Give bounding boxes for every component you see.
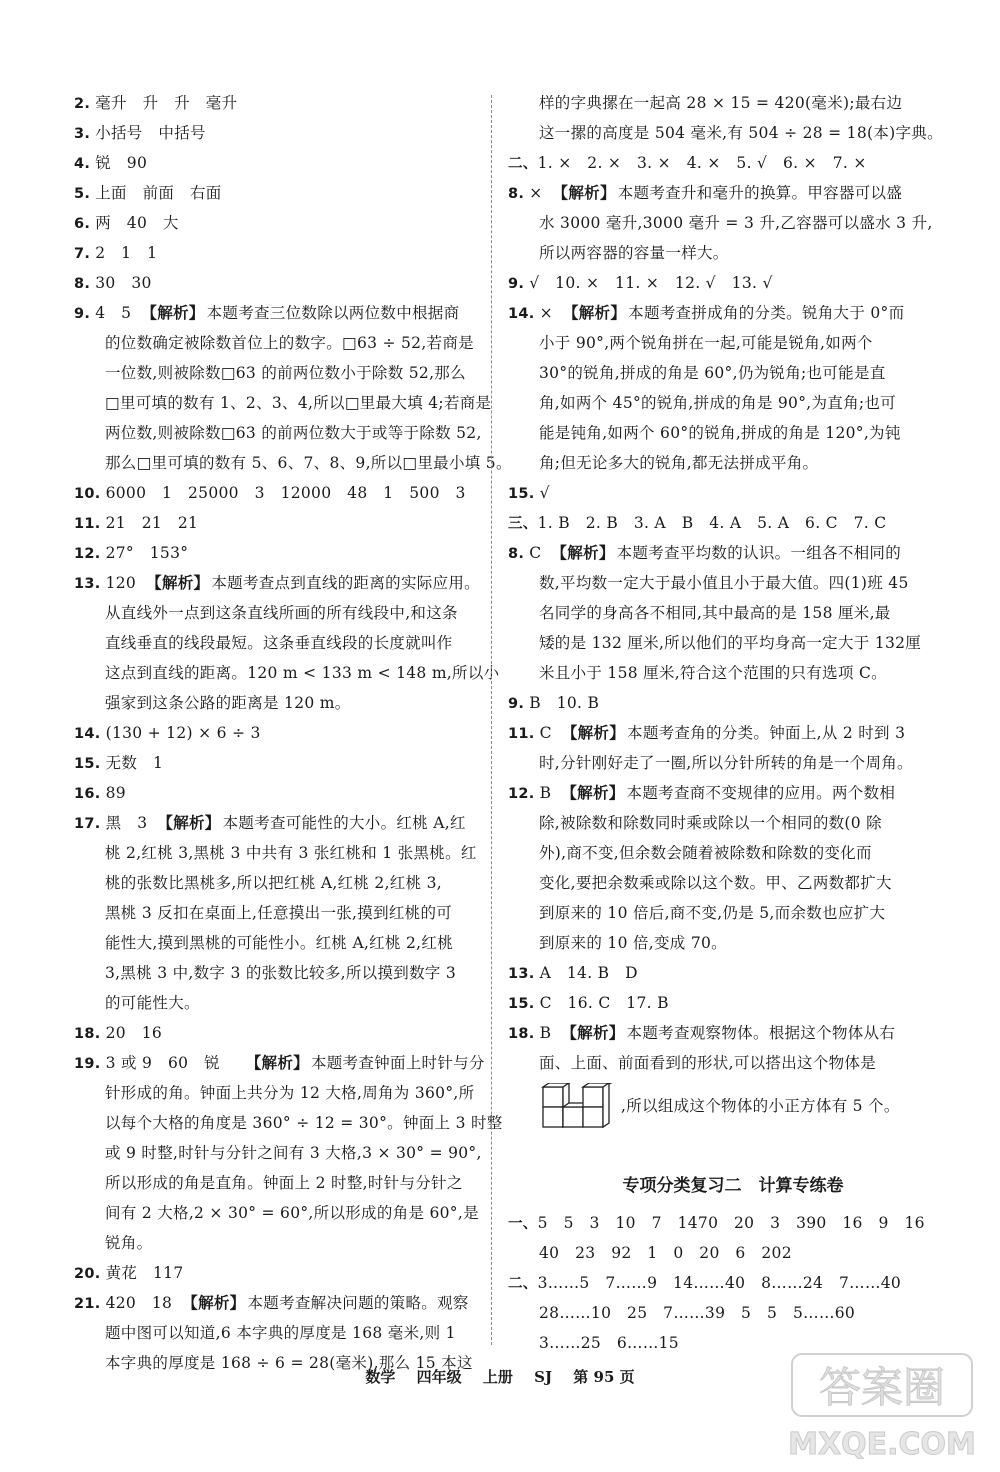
answer-line (74, 568, 488, 598)
answer-text: 角,如两个 45°的锐角,拼成的角是 90°,为直角;也可 (539, 394, 897, 412)
answer-line (74, 808, 488, 838)
question-number: 3. (74, 126, 91, 142)
answer-text: 名同学的身高各不相同,其中最高的是 158 厘米,最 (539, 604, 891, 622)
answer-line (508, 568, 938, 598)
footer-page: 第 95 页 (573, 1368, 635, 1386)
cube-figure-line (508, 1078, 938, 1134)
question-number: 15. (74, 756, 101, 772)
answer-line (508, 388, 938, 418)
answer-line (508, 868, 938, 898)
answer-text: 6000 1 25000 3 12000 48 1 500 3 (105, 484, 466, 502)
analysis-tag: 【解析】 (569, 783, 625, 802)
answer-line (508, 988, 938, 1018)
answer-text: 这点到直线的距离。120 m < 133 m < 148 m,所以小 (105, 664, 500, 682)
answer-text: 40 23 92 1 0 20 6 202 (539, 1244, 792, 1262)
answer-text: 样的字典摞在一起高 28 × 15 = 420(毫米);最右边 (539, 94, 903, 112)
answer-text: 时,分针刚好走了一圈,所以分针所转的角是一个周角。 (539, 754, 913, 772)
question-number: 16. (74, 786, 101, 802)
answer-line (74, 298, 488, 328)
answer-line (508, 808, 938, 838)
answer-line (508, 88, 938, 118)
answer-text: 1. × 2. × 3. × 4. × 5. √ 6. × 7. × (537, 154, 867, 172)
answer-line (508, 1298, 938, 1328)
answer-line (508, 628, 938, 658)
answer-text: 89 (105, 784, 126, 802)
answer-line (74, 238, 488, 268)
question-number: 10. (74, 486, 101, 502)
answer-text: 毫升 升 升 毫升 (95, 94, 238, 112)
answer-line (508, 268, 938, 298)
section-number: 一、 (508, 1216, 538, 1232)
answer-text: □里可填的数有 1、2、3、4,所以□里最大填 4;若商是 (105, 394, 492, 412)
answer-text: (130 + 12) × 6 ÷ 3 (105, 724, 261, 742)
answer-line (508, 658, 938, 688)
answer-line (508, 418, 938, 448)
answer-text: 锐角。 (105, 1234, 153, 1252)
answer-line (74, 1138, 488, 1168)
answer-text: 水 3000 毫升,3000 毫升 = 3 升,乙容器可以盛水 3 升, (539, 214, 933, 232)
answer-text: 那么□里可填的数有 5、6、7、8、9,所以□里最小填 5。 (105, 454, 512, 472)
answer-text: 21 21 21 (105, 514, 199, 532)
answer-line (74, 1108, 503, 1138)
answer-line (508, 688, 938, 718)
analysis-text: 本题考查商不变规律的应用。两个数相 (626, 784, 896, 802)
answer-line (74, 1258, 488, 1288)
question-number: 13. (74, 576, 101, 592)
answer-line (74, 658, 500, 688)
question-number: 11. (508, 726, 535, 742)
answer-text: 无数 1 (105, 754, 164, 772)
answer-line (508, 1208, 938, 1238)
question-number: 5. (74, 186, 91, 202)
answer-line (74, 328, 488, 358)
answer-line (74, 1078, 488, 1108)
analysis-text: 本题考查平均数的认识。一组各不相同的 (616, 544, 902, 562)
answer-line (508, 508, 938, 538)
answer-text: 5 5 3 10 7 1470 20 3 390 16 9 16 (537, 1214, 925, 1232)
answer-line (508, 598, 938, 628)
analysis-tag: 【解析】 (149, 303, 205, 322)
analysis-text: 本题考查钟面上时针与分 (310, 1054, 485, 1072)
answer-text: 能是钝角,如两个 60°的锐角,拼成的角是 120°,为钝 (539, 424, 901, 442)
question-number: 12. (508, 786, 535, 802)
answer-text: C (529, 544, 558, 562)
question-number: 21. (74, 1296, 101, 1312)
answer-text: 一位数,则被除数□63 的前两位数小于除数 52,那么 (105, 364, 466, 382)
answer-line (74, 628, 488, 658)
question-number: 7. (74, 246, 91, 262)
question-number: 8. (508, 546, 525, 562)
analysis-tag: 【解析】 (569, 723, 626, 742)
section-number: 二、 (508, 156, 538, 172)
answer-line (74, 538, 488, 568)
analysis-text: 本题考查解决问题的策略。观察 (247, 1294, 469, 1312)
calc-answer-lines (508, 1208, 938, 1358)
answer-text: 外),商不变,但余数会随着被除数和除数的变化而 (539, 844, 872, 862)
answer-text: 能性大,摸到黑桃的可能性小。红桃 A,红桃 2,红桃 (105, 934, 453, 952)
analysis-tag: 【解析】 (559, 543, 615, 562)
analysis-text: 本题考查可能性的大小。红桃 A,红 (222, 814, 466, 832)
answer-line (74, 928, 488, 958)
answer-line (74, 1168, 488, 1198)
analysis-text: 本题考查角的分类。钟面上,从 2 时到 3 (627, 724, 906, 742)
answer-text: 黄花 117 (105, 1264, 184, 1282)
answer-text: × (529, 184, 559, 202)
answer-line (508, 448, 938, 478)
answer-text: 强家到这条公路的距离是 120 m。 (105, 694, 351, 712)
footer-volume: 上册 (482, 1368, 513, 1386)
answer-text: 针形成的角。钟面上共分为 12 大格,周角为 360°,所 (105, 1084, 475, 1102)
answer-text: C (539, 724, 568, 742)
answer-line (508, 1238, 938, 1268)
answer-text: C 16. C 17. B (539, 994, 669, 1012)
watermark-url: MXQE.COM (788, 1427, 976, 1462)
answer-text: 黑 3 (105, 814, 164, 832)
answer-text: 28……10 25 7……39 5 5 5……60 (539, 1304, 856, 1322)
question-number: 12. (74, 546, 101, 562)
answer-text: 1. B 2. B 3. A B 4. A 5. A 6. C 7. C (537, 514, 887, 532)
answer-line (74, 838, 488, 868)
analysis-text: 本题考查升和毫升的换算。甲容器可以盛 (617, 184, 903, 202)
question-number: 15. (508, 996, 535, 1012)
answer-text: 20 16 (105, 1024, 163, 1042)
cube-figure (539, 1083, 617, 1129)
answer-text: 30°的锐角,拼成的角是 60°,仍为锐角;也可能是直 (539, 364, 886, 382)
question-number: 15. (508, 486, 535, 502)
question-number: 17. (74, 816, 101, 832)
analysis-text: 本题考查点到直线的距离的实际应用。 (211, 574, 480, 592)
analysis-tag: 【解析】 (165, 813, 221, 832)
answer-line (74, 388, 492, 418)
question-number: 9. (74, 306, 91, 322)
answer-line (508, 898, 938, 928)
answer-text: 黑桃 3 反扣在桌面上,任意摸出一张,摸到红桃的可 (105, 904, 453, 922)
answer-text: 3……5 7……9 14……40 8……24 7……40 (537, 1274, 902, 1292)
answer-line (74, 988, 488, 1018)
answer-line (74, 1018, 488, 1048)
answer-line (508, 778, 938, 808)
answer-line (508, 298, 938, 328)
answer-line (508, 178, 938, 208)
answer-line (74, 478, 488, 508)
answer-text: 4 5 (95, 304, 148, 322)
analysis-tag: 【解析】 (190, 1293, 246, 1312)
answer-line (74, 1288, 488, 1318)
answer-line (74, 178, 488, 208)
answer-text: 数,平均数一定大于最小值且小于最大值。四(1)班 45 (539, 574, 909, 592)
question-number: 19. (74, 1056, 101, 1072)
answer-text: 间有 2 大格,2 × 30° = 60°,所以形成的角是 60°,是 (105, 1204, 479, 1222)
answer-line (508, 118, 943, 148)
answer-text: 所以两容器的容量一样大。 (539, 244, 729, 262)
answer-text: 3,黑桃 3 中,数字 3 的张数比较多,所以摸到数字 3 (105, 964, 457, 982)
answer-line (508, 208, 938, 238)
answer-line (508, 538, 938, 568)
answer-text: 3 或 9 60 锐 (105, 1054, 252, 1072)
answer-line (508, 478, 938, 508)
answer-text: 到原来的 10 倍,变成 70。 (539, 934, 727, 952)
answer-text: A 14. B D (539, 964, 638, 982)
answer-line (508, 1048, 938, 1078)
answer-text: B 10. B (529, 694, 600, 712)
answer-text: 或 9 时整,时针与分针之间有 3 大格,3 × 30° = 90°, (105, 1144, 482, 1162)
answer-text: 2 1 1 (95, 244, 158, 262)
answer-text: B (539, 784, 568, 802)
answer-line (74, 1318, 488, 1348)
watermark-title: 答案圈 (818, 1363, 946, 1412)
answer-line (74, 148, 488, 178)
answer-text: 两 40 大 (95, 214, 179, 232)
answer-line (508, 148, 938, 178)
answer-line (74, 868, 488, 898)
answer-line (508, 958, 938, 988)
answer-line (508, 358, 938, 388)
question-number: 11. (74, 516, 101, 532)
analysis-tag: 【解析】 (253, 1053, 309, 1072)
answer-line (508, 238, 938, 268)
question-number: 9. (508, 696, 525, 712)
footer-grade: 四年级 (416, 1368, 462, 1386)
answer-line (74, 748, 488, 778)
answer-text: 3……25 6……15 (539, 1334, 679, 1352)
right-column (508, 88, 943, 1358)
answer-line (74, 898, 488, 928)
answer-text: 的可能性大。 (105, 994, 200, 1012)
answer-line (74, 118, 488, 148)
answer-line (508, 1018, 938, 1048)
right-answer-lines (508, 88, 943, 1078)
answer-text: 米且小于 158 厘米,符合这个范围的只有选项 C。 (539, 664, 887, 682)
watermark-logo (782, 1346, 982, 1466)
analysis-tag: 【解析】 (560, 183, 616, 202)
footer-subject: 数学 (365, 1368, 396, 1386)
answer-text: 本字典的厚度是 168 ÷ 6 = 28(毫米),那么 15 本这 (105, 1354, 473, 1372)
answer-text: 除,被除数和除数同时乘或除以一个相同的数(0 除 (539, 814, 882, 832)
question-number: 14. (508, 306, 535, 322)
question-number: 20. (74, 1266, 101, 1282)
question-number: 13. (508, 966, 535, 982)
answer-text: 小于 90°,两个锐角拼在一起,可能是锐角,如两个 (539, 334, 873, 352)
answer-text: B (539, 1024, 568, 1042)
question-number: 18. (508, 1026, 535, 1042)
answer-text: × (539, 304, 569, 322)
answer-text: 27° 153° (105, 544, 189, 562)
section-heading: 专项分类复习二 计算专练卷 (622, 1176, 844, 1196)
answer-line (74, 268, 488, 298)
answer-text: 到原来的 10 倍后,商不变,仍是 5,而余数也应扩大 (539, 904, 886, 922)
answer-text: 这一摞的高度是 504 毫米,有 504 ÷ 28 = 18(本)字典。 (539, 124, 943, 142)
column-divider (491, 95, 492, 1345)
answer-line (74, 1048, 488, 1078)
answer-line (74, 418, 488, 448)
answer-line (508, 748, 938, 778)
question-number: 2. (74, 96, 91, 112)
analysis-tag: 【解析】 (153, 573, 210, 592)
question-number: 6. (74, 216, 91, 232)
answer-text: 以每个大格的角度是 360° ÷ 12 = 30°。钟面上 3 时整 (105, 1114, 503, 1132)
answer-line (74, 208, 488, 238)
answer-text: 120 (105, 574, 152, 592)
answer-text: 直线垂直的线段最短。这条垂直线段的长度就叫作 (105, 634, 453, 652)
answer-text: 题中图可以知道,6 本字典的厚度是 168 毫米,则 1 (105, 1324, 456, 1342)
answer-line (74, 958, 488, 988)
answer-line (74, 1228, 488, 1258)
cube-caption: ,所以组成这个物体的小正方体有 5 个。 (621, 1097, 900, 1115)
answer-text: 锐 90 (95, 154, 148, 172)
answer-line (74, 1198, 488, 1228)
analysis-tag: 【解析】 (569, 1023, 625, 1042)
answer-text: 的位数确定被除数首位上的数字。□63 ÷ 52,若商是 (105, 334, 474, 352)
analysis-tag: 【解析】 (570, 303, 627, 322)
analysis-text: 本题考查三位数除以两位数中根据商 (206, 304, 460, 322)
answer-text: 所以形成的角是直角。钟面上 2 时整,时针与分针之 (105, 1174, 463, 1192)
answer-line (508, 718, 938, 748)
question-number: 8. (74, 276, 91, 292)
answer-line (74, 598, 488, 628)
answer-text: √ (539, 484, 550, 502)
answer-text: 30 30 (95, 274, 152, 292)
section-number: 三、 (508, 516, 538, 532)
answer-line (74, 688, 488, 718)
answer-text: 从直线外一点到这条直线所画的所有线段中,和这条 (105, 604, 458, 622)
answer-line (74, 718, 488, 748)
question-number: 18. (74, 1026, 101, 1042)
answer-line (74, 778, 488, 808)
answer-line (508, 328, 938, 358)
section-number: 二、 (508, 1276, 538, 1292)
answer-line (74, 448, 512, 478)
analysis-text: 本题考查拼成角的分类。锐角大于 0°而 (628, 304, 905, 322)
answer-line (508, 1268, 938, 1298)
answer-line (508, 928, 938, 958)
answer-text: 矮的是 132 厘米,所以他们的平均身高一定大于 132厘 (539, 634, 922, 652)
question-number: 8. (508, 186, 525, 202)
answer-line (74, 358, 488, 388)
answer-line (74, 508, 488, 538)
answer-text: 420 18 (105, 1294, 189, 1312)
question-number: 14. (74, 726, 101, 742)
question-number: 4. (74, 156, 91, 172)
answer-text: 面、上面、前面看到的形状,可以搭出这个物体是 (539, 1054, 877, 1072)
answer-text: 小括号 中括号 (95, 124, 206, 142)
answer-line (74, 88, 488, 118)
answer-text: 桃的张数比黑桃多,所以把红桃 A,红桃 2,红桃 3, (105, 874, 443, 892)
question-number: 9. (508, 276, 525, 292)
answer-line (508, 838, 938, 868)
answer-text: 两位数,则被除数□63 的前两位数大于或等于除数 52, (105, 424, 482, 442)
answer-text: √ 10. × 11. × 12. √ 13. √ (529, 274, 773, 292)
analysis-text: 本题考查观察物体。根据这个物体从右 (626, 1024, 896, 1042)
answer-text: 变化,要把余数乘或除以这个数。甲、乙两数都扩大 (539, 874, 892, 892)
answer-text: 角;但无论多大的锐角,都无法拼成平角。 (539, 454, 819, 472)
answer-text: 桃 2,红桃 3,黑桃 3 中共有 3 张红桃和 1 张黑桃。红 (105, 844, 477, 862)
footer-edition: SJ (534, 1368, 553, 1386)
answer-text: 上面 前面 右面 (95, 184, 222, 202)
